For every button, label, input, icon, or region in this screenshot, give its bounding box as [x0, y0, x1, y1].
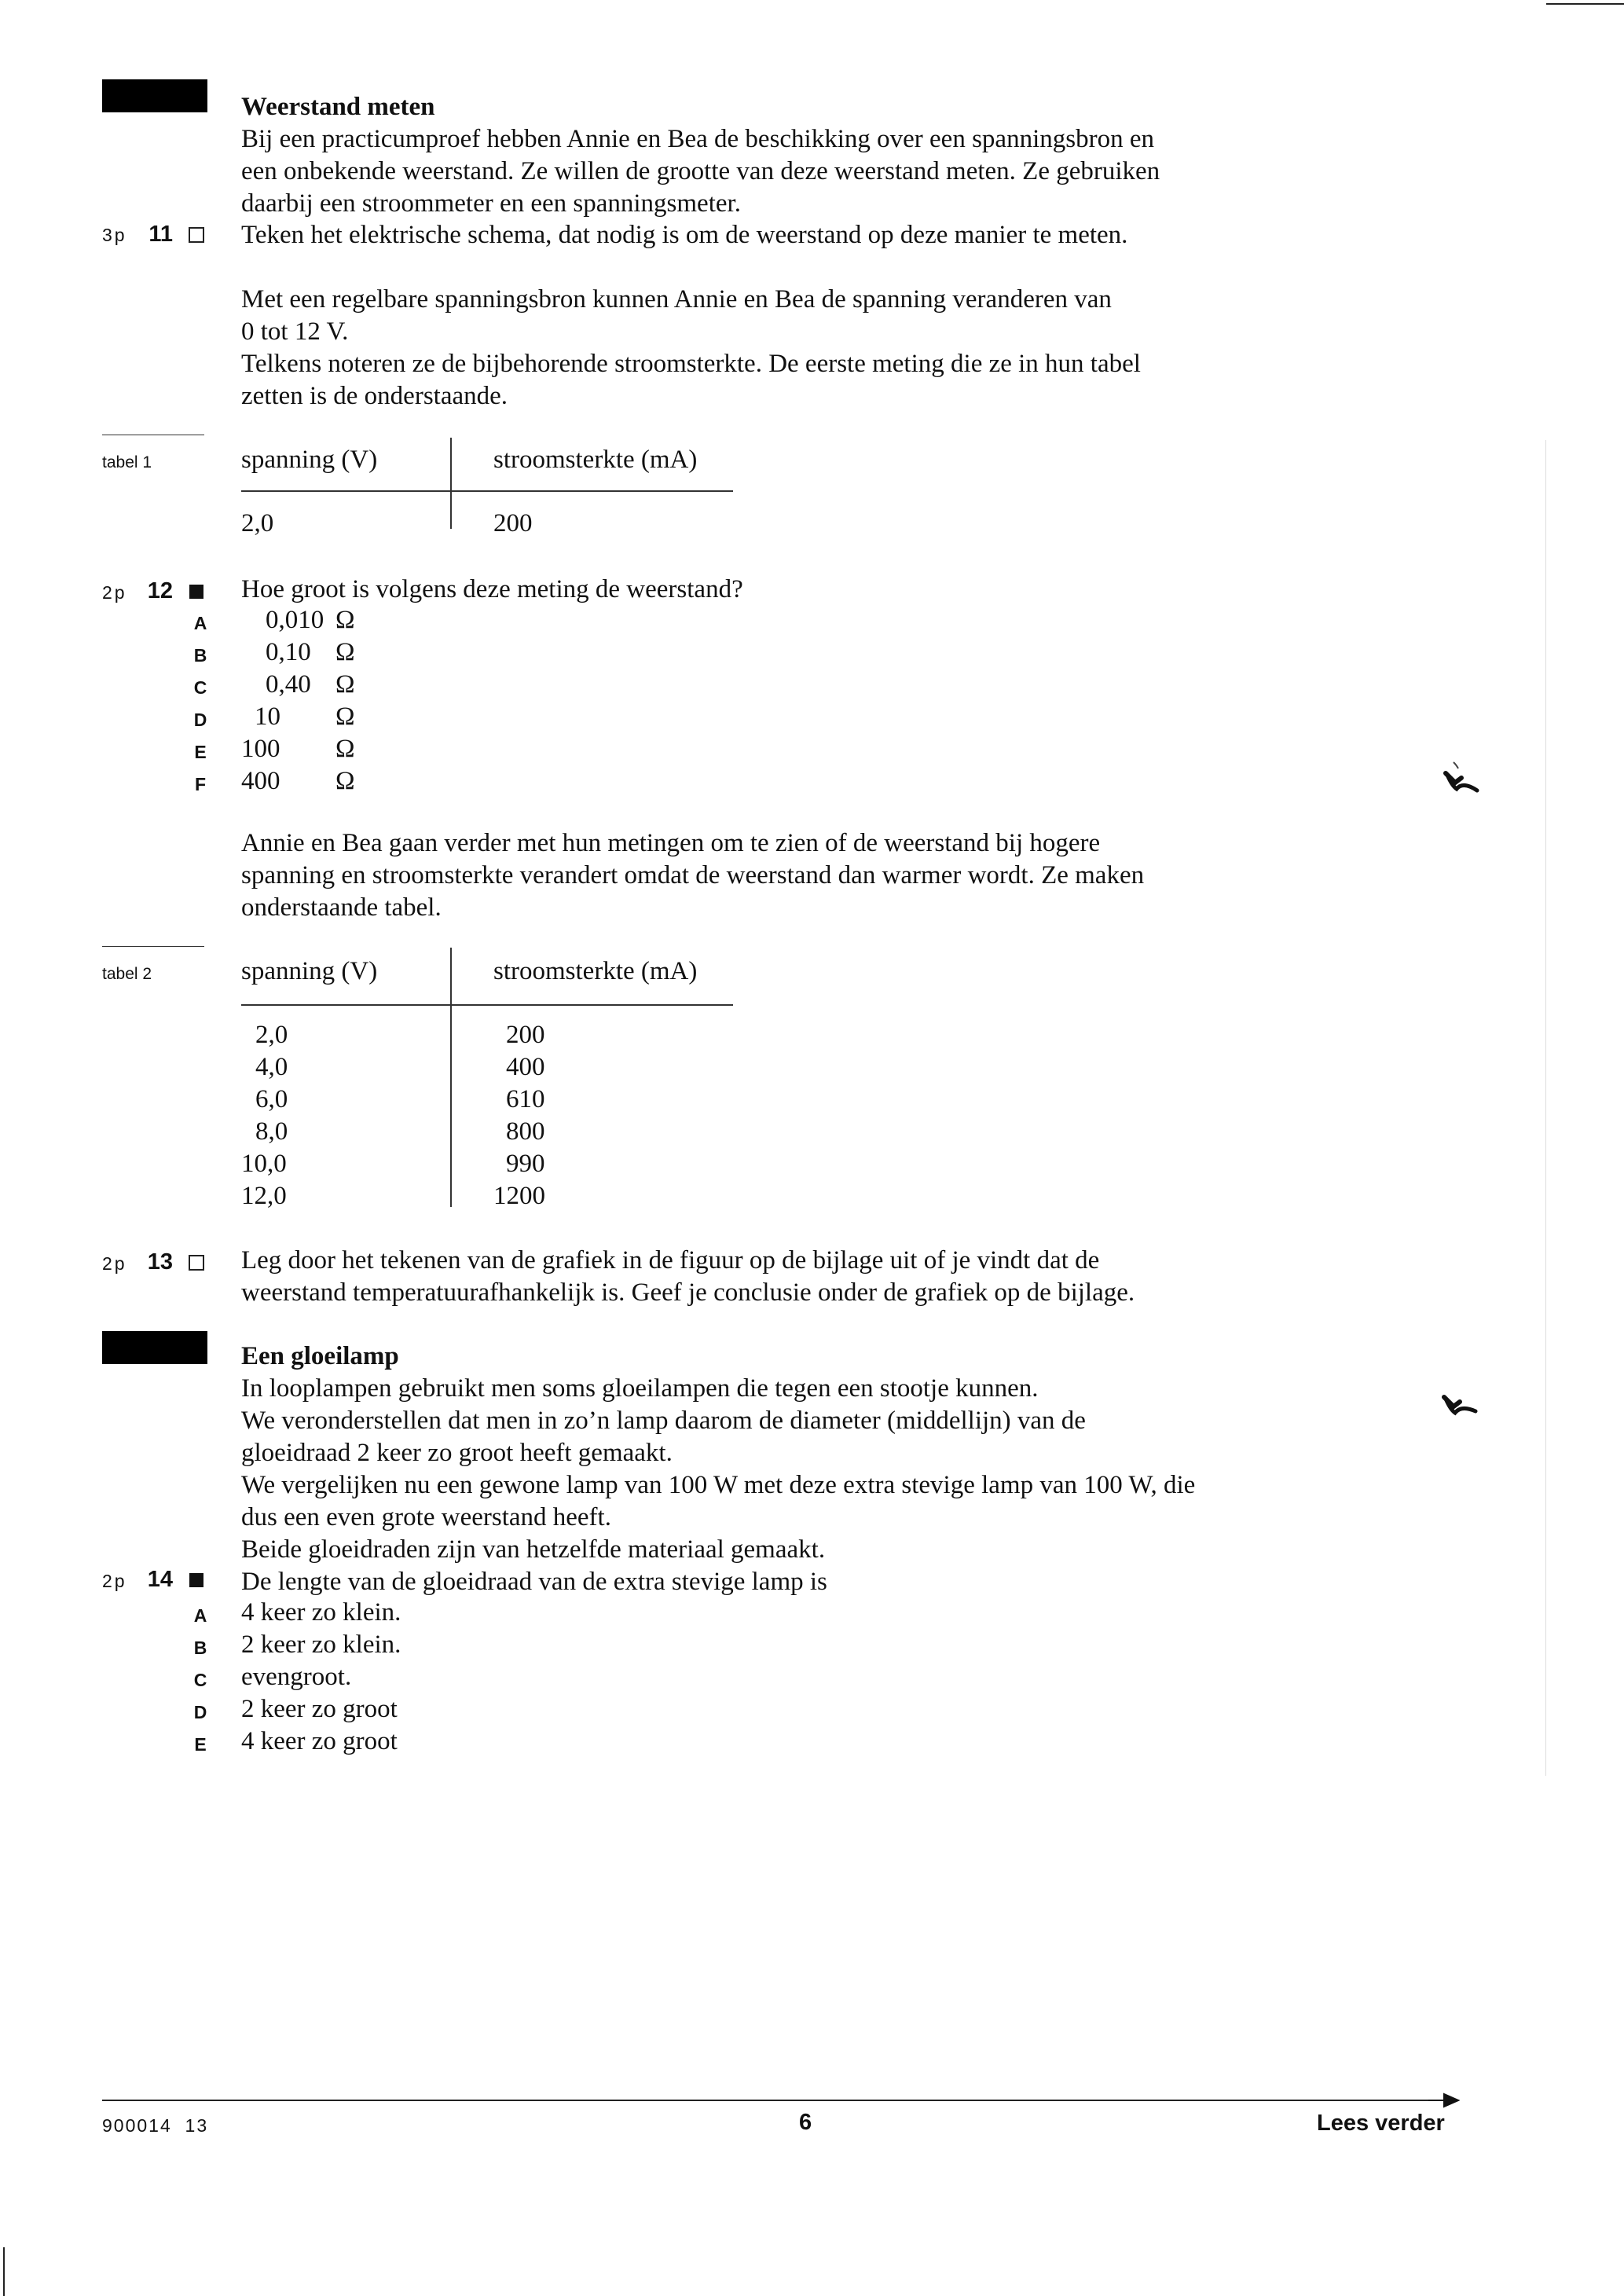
- question-points: 2p: [102, 1571, 127, 1591]
- option-letter: D: [193, 1702, 207, 1722]
- paragraph-line: onderstaande tabel.: [241, 893, 442, 922]
- table-cell: 2,0: [241, 509, 274, 537]
- option-unit: Ω: [335, 702, 355, 731]
- paragraph-line: Annie en Bea gaan verder met hun metingen om te zien of de weerstand bij hogere: [241, 829, 1101, 857]
- scan-guide-line: [1545, 440, 1546, 1776]
- question-points: 2p: [102, 1253, 127, 1274]
- paragraph-line: 0 tot 12 V.: [241, 317, 349, 346]
- table-cell: 10,0: [241, 1150, 287, 1178]
- table-label: tabel 1: [102, 453, 152, 471]
- answer-checkbox[interactable]: [189, 1255, 204, 1271]
- arrow-right-icon: [1428, 2091, 1460, 2110]
- section-marker-bar: [102, 79, 207, 112]
- option-letter: B: [193, 645, 207, 666]
- section-intro-line: daarbij een stroommeter en een spanningsmeter.: [241, 189, 741, 218]
- option-text[interactable]: 4 keer zo groot: [241, 1727, 398, 1755]
- option-letter: C: [193, 1670, 207, 1690]
- option-letter: A: [193, 613, 207, 633]
- option-unit: Ω: [335, 735, 355, 763]
- option-unit: Ω: [335, 606, 355, 634]
- section-line: In looplampen gebruikt men soms gloeilampen die tegen een stootje kunnen.: [241, 1374, 1039, 1403]
- option-text[interactable]: 2 keer zo klein.: [241, 1630, 401, 1659]
- answer-marker: [189, 1573, 203, 1587]
- corner-rule: [1546, 3, 1624, 5]
- question-points: 3p: [102, 225, 127, 245]
- option-text[interactable]: evengroot.: [241, 1663, 352, 1691]
- section-line: gloeidraad 2 keer zo groot heeft gemaakt.: [241, 1439, 673, 1467]
- option-unit: Ω: [335, 767, 355, 795]
- checkmark-icon: [1443, 759, 1482, 798]
- table-header: stroomsterkte (mA): [493, 446, 698, 474]
- table-cell: 8,0: [255, 1117, 288, 1146]
- option-letter: C: [193, 677, 207, 698]
- table-label-rule: [102, 946, 204, 947]
- option-letter: A: [193, 1605, 207, 1626]
- option-text[interactable]: 2 keer zo groot: [241, 1695, 398, 1723]
- option-value[interactable]: 0,010: [266, 606, 324, 634]
- section-line: We vergelijken nu een gewone lamp van 100 W met deze extra stevige lamp van 100 W, die: [241, 1471, 1196, 1499]
- table-cell: 200: [493, 509, 533, 537]
- section-line: dus een even grote weerstand heeft.: [241, 1503, 611, 1531]
- section-line: Beide gloeidraden zijn van hetzelfde materiaal gemaakt.: [241, 1535, 826, 1564]
- table-cell: 610: [506, 1085, 545, 1113]
- paragraph-line: Met een regelbare spanningsbron kunnen Annie en Bea de spanning veranderen van: [241, 285, 1112, 314]
- corner-rule: [3, 2247, 5, 2296]
- option-letter: E: [194, 1734, 207, 1755]
- option-unit: Ω: [335, 638, 355, 666]
- table-header-rule: [241, 490, 733, 492]
- paragraph-line: zetten is de onderstaande.: [241, 382, 508, 410]
- table-cell: 6,0: [255, 1085, 288, 1113]
- table-cell: 800: [506, 1117, 545, 1146]
- table-cell: 2,0: [255, 1021, 288, 1049]
- answer-checkbox[interactable]: [189, 227, 204, 243]
- option-letter: B: [193, 1638, 207, 1658]
- option-value[interactable]: 0,10: [266, 638, 311, 666]
- table-cell: 990: [506, 1150, 545, 1178]
- option-letter: F: [194, 774, 207, 794]
- question-number: 13: [147, 1249, 173, 1275]
- question-text: Hoe groot is volgens deze meting de weerstand?: [241, 575, 743, 603]
- table-divider: [450, 438, 452, 529]
- section-line: We veronderstellen dat men in zo’n lamp daarom de diameter (middellijn) van de: [241, 1407, 1086, 1435]
- option-value[interactable]: 10: [255, 702, 280, 731]
- question-text: Leg door het tekenen van de grafiek in de figuur op de bijlage uit of je vindt dat de: [241, 1246, 1100, 1275]
- table-label: tabel 2: [102, 965, 152, 983]
- footer-rule: [102, 2100, 1446, 2101]
- option-letter: E: [194, 742, 207, 762]
- page-number: 6: [799, 2110, 812, 2135]
- answer-marker: [189, 585, 203, 599]
- next-page-label: Lees verder: [1317, 2111, 1445, 2136]
- option-value[interactable]: 400: [241, 767, 280, 795]
- table-cell: 12,0: [241, 1182, 287, 1210]
- question-number: 11: [148, 222, 173, 247]
- option-text[interactable]: 4 keer zo klein.: [241, 1598, 401, 1627]
- paragraph-line: Telkens noteren ze de bijbehorende stroomsterkte. De eerste meting die ze in hun tabel: [241, 350, 1141, 378]
- option-value[interactable]: 100: [241, 735, 280, 763]
- table-header: spanning (V): [241, 446, 378, 474]
- option-letter: D: [193, 710, 207, 730]
- section-title: Weerstand meten: [241, 93, 435, 121]
- option-value[interactable]: 0,40: [266, 670, 311, 699]
- question-number: 14: [147, 1567, 173, 1592]
- section-marker-bar: [102, 1331, 207, 1364]
- section-intro-line: Bij een practicumproef hebben Annie en Bea de beschikking over een spanningsbron en: [241, 125, 1154, 153]
- table-cell: 4,0: [255, 1053, 288, 1081]
- question-number: 12: [147, 578, 173, 603]
- question-points: 2p: [102, 582, 127, 603]
- question-text: De lengte van de gloeidraad van de extra stevige lamp is: [241, 1568, 827, 1596]
- section-title: Een gloeilamp: [241, 1342, 399, 1370]
- question-text: Teken het elektrische schema, dat nodig is om de weerstand op deze manier te meten.: [241, 221, 1128, 249]
- paragraph-line: spanning en stroomsterkte verandert omdat de weerstand dan warmer wordt. Ze maken: [241, 861, 1145, 889]
- table-header: spanning (V): [241, 957, 378, 985]
- table-divider: [450, 948, 452, 1207]
- exam-code: 900014 13: [102, 2115, 209, 2136]
- table-header: stroomsterkte (mA): [493, 957, 698, 985]
- table-cell: 200: [506, 1021, 545, 1049]
- question-text: weerstand temperatuurafhankelijk is. Geef je conclusie onder de grafiek op de bijlage.: [241, 1278, 1135, 1307]
- table-header-rule: [241, 1004, 733, 1006]
- option-unit: Ω: [335, 670, 355, 699]
- checkmark-icon: [1441, 1391, 1480, 1422]
- table-cell: 400: [506, 1053, 545, 1081]
- section-intro-line: een onbekende weerstand. Ze willen de grootte van deze weerstand meten. Ze gebruiken: [241, 157, 1160, 185]
- table-cell: 1200: [493, 1182, 545, 1210]
